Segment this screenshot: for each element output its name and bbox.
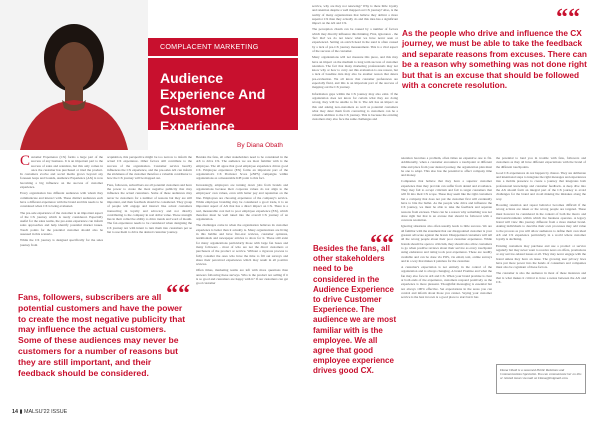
paragraph: While the CX journey is designed specifically for the sales journey from: [20, 238, 103, 247]
paragraph: Ignoring situations also often usually leads to little success. We are all familiar with the statement that our disappointed customer is your greatest advocate against the brand. Disappointed customers will tell all the wrong people about their poor customer experience. While brands should be open to criticism, they should also allow customers to go when positive reviews about their service as every touchpoint using endurance and rating tools post experience. These are readily available and can be done via POS, via email, text, online surveys and in a way that makes it painless for the customer.: [401, 224, 492, 263]
paragraph: Good CX experiences do not happen by chance. They are deliberate and intentional steps to integrate the right messages and experiences into a mobile presence to create a journey that integrates both professional knowledge and customer feedback. A deep dive into the AX should form an integral part of the CX journey to avoid challenges for the brand and avoid making the mistakes along the way.: [496, 170, 586, 201]
paragraph: Many organizations will not measure this piece, and this may have an impact on the medium to long term success of customer retention. The fact that many marketing professionals may not know why or how to carry out this evaluation is one reason, but a lack of baseline data may also be another reason that deters pre-evaluation. We all know that customer preferences are especially fluid, and this is an important part of the success of mapping out the CX journey.: [312, 55, 398, 90]
paragraph: The pre-sale experience of the customer is an important aspect of the CX journey which is rarely considered. Especially useful for the sales teams, the pre-sales experience can inform sales approaches and help identify potential market issues. Touch points for the potential customer should also be assessed in this scenario.: [20, 210, 103, 237]
column-1: [20, 155, 103, 283]
pull-quote-left: Fans, followers, subscribers are all potential customers and have the power to create the most negative publicity that may influence the actual customers. Some of these audiences may never be customers for a number of reasons but they are still important, and their feedback should be considered.: [18, 292, 186, 378]
section-label: COMPLACENT MARKETING: [160, 42, 259, 51]
paragraph: The customer is also the audience in most of these instances and that is what makes it critical to have a nexus between the AX and CX.: [496, 271, 586, 285]
paragraph: acquisition, this perspective might be too narrow to inform the actual CX experience. Other factors still contribute to the success of the organization. Customer service heavily influences the CX experience, and the pre-sales AX can inform the stickiness of the customer therefore a valuable contributor to how the CX journey will be mapped out.: [107, 155, 192, 181]
paragraph: Often times, marketing teams are left with more questions than answers following these surveys. Who is the product not selling if it is so good and customers are happy with it? If our customers can get good customer: [196, 268, 288, 286]
column-5: [401, 156, 492, 406]
portrait-illustration: [0, 0, 148, 150]
paragraph: The challenges come in when the organization believes its customer experience is better than it actually is. Many organizations are living in this bubble and have five-star reviews, customer opinions, testimonials and newspaper articles to show for it. These still exist for many organizations particularly those with large fan bases and many followers - most of who are not the direct customers or purchasers of the product or service. Without a rigorous process to fully consider the ones who have the time to fill out surveys and share their perceived experiences which may result in all positive reviews.: [196, 223, 288, 267]
column-3: [196, 155, 288, 405]
quote-mark-icon: ““: [166, 281, 190, 307]
author-bio-box: Diana Obath is a seasoned Public Relations and Communications Specialist. You can communicate her on this or related issues via mail on Diana@lmlgmail.com.: [496, 364, 586, 394]
drop-cap: C: [20, 155, 31, 169]
paragraph: Every organization has different audiences with whom they communicate and interact with. These distinct audiences each have a different experience with the brand and this needs to be considered when CX is being evaluated.: [20, 191, 103, 209]
author-portrait: [0, 0, 148, 150]
page-number: 14: [12, 409, 18, 415]
paragraph: Increasingly, employers are turning down jobs from brands and organizations because their corporate values do not align to the employees' own values, even with better pay and reputation on the line. Employees are choosing experience of the company's service. While employee branding may be considered a good trade, it is an important aspect of AX that has a direct impact on CX. There is a real, measurable cost tied to poor employee experience (EX), which therefore must be well tuned into the overall CX journey of an organization.: [196, 182, 288, 222]
paragraph: A customer's expectation is not entirely in the control of the organization and is always changing. A brand Promise and what the fan may also face in AX and CX. When your brand promise is clear at both ends of the experience, customers respond positively as the experience is more pleasant. Thoughtful messaging is essential but not always 100% effective. Set expectations in the areas you can control and inform about those you cannot. Saying your customer service is the best in town is a good place to start but it has: [401, 265, 492, 300]
paragraph: Boosting retention and repeat behavior becomes difficult if the wrong actions are taken or the wrong people are targeted. These must however be considered in the context of both the macro and microenvironments within which the business operates. A legacy brand will view this journey different from a more market brand. Asking individuals to describe their own processes may add value to the process as you will allow audiences to define their own ideal AX and CX experience particularly in a world where customer loyalty is declining.: [496, 202, 586, 242]
article-title: Audience Experience And Customer Experience: [160, 70, 266, 134]
paragraph: service, why are they not renewing? Why is there little loyalty and retention despite a well mapped out CX journey? Also, is the reality of many organizations that believe they deliver a more superior CX than they actually do and this idea has a significant impact on the AX and CX.: [312, 4, 398, 26]
paragraph: Besides the fans, all other stakeholders need to be considered in the AX to drive CX. The audience we are most familiar with is the employee. The all agree that good employee experience drives good CX. Employee experience (EX) forms an important part of the organization's CX Promoter Score (eNPS) campaigns within organizations as a measurable KPI point to this fact.: [196, 155, 288, 181]
paragraph: ustomer Experience (CX) forms a large part of the success of any business. It is an important part to the success of sales and retention, but this only comes in once the customer has purchased or tried the product. In customers evolve and social media grows beyond any foreseen leaps and bounds, Audience Experience (AX) is now becoming a big influence on the success of customer experience.: [20, 155, 103, 190]
column-6: [496, 156, 586, 361]
paragraph: retention becomes a problem, often times an expensive one to fix. Additionally, when a customer encounters a touchpoint at different time and place from your desired journey, the organization plan must be one to adapt. This also has the potential to affect company time and money.: [401, 156, 492, 178]
footer-separator: ▮: [19, 409, 23, 415]
quote-mark-icon: ““: [556, 5, 580, 31]
paragraph: Companies that believe that they have a superior customer experience than they provide can suffer from denial and avoidance. They may fail to accept criticism and fail to target customers that will fit into their CX scope. These may seem like the right customers but a company that does not put the customer first will eventually have to bite the bullet. As the people who drive and influence the CX journey, we must be able to take the feedback and separate reasons from excuses. There can be a reason why something was not done right but that is an excuse that should be followed with a concrete resolution.: [401, 179, 492, 223]
paragraph: Information gaps within the CX journey may also exist. If the organization does not know for certain what they are doing wrong, they will be unable to fix it. The AX has an impact on this and asking non-customers as well as potential customers what may deter them from converting to customers can be a valuable addition to the CX journey. This is because the existing customers may also face the same challenges and: [312, 91, 398, 122]
page-gutter: [298, 0, 302, 424]
byline: By Diana Obath: [237, 142, 283, 149]
magazine-issue: MALSU'22 ISSUE: [23, 409, 68, 415]
column-2: [107, 155, 192, 283]
quote-mark-icon: ““: [370, 231, 394, 257]
paragraph: Existing customers may purchase and use a product or service regularly but may never want to receive news on offers, promotions or any service-related issues at all. They may never engage with the brand unless they have an issue. The growing user privacy laws have put more power into the hands of consumers and companies must also be cognizant of these factors.: [496, 243, 586, 270]
page-footer: [12, 409, 67, 415]
pull-quote-right: As the people who drive and influence the CX journey, we must be able to take the feedback and separate reasons from excuses. There can be a reason why something was not done right but that is an excuse that should be followed with a concrete resolution.: [402, 28, 587, 91]
paragraph: Fans, followers, subscribers are all potential customers and have the power to create the most negative publicity that may influence the actual customers. Some of these audiences may never be customers for a number of reasons but they are still important, and their feedback should be considered. They group of people will engage and interact like actual customers transacting in loyalty and advocacy and not directly contributing to the company in real dollar value. These strength lies in their collective ability to drive trends and word of mouth. The fan experience needs to be considered when designing the CX journey not with intent to turn them into customers per se but to use them to drive the desired customer journey.: [107, 182, 192, 235]
pull-quote-middle: Besides the fans, all other stakeholders need to be considered in the Audience Experience to drive Customer Experience. The audience we are most familiar with is the employee. We all agree that good employee experience drives good CX.: [313, 244, 397, 376]
paragraph: The perception chasm can be caused by a number of factors which may directly influence this thinking. First, ignorance - the 'fact that' we do not know what we have never seen or experienced. Setting an ostrich head in the sand is often caused by a lack of pre-CX journey measurement. This is a vital aspect of the success of the customer.: [312, 27, 398, 53]
paragraph: the potential to land you in trouble with fans, followers and customers as they all have different expectations with the brand of the different touchpoints.: [496, 156, 586, 169]
column-4: [312, 4, 398, 240]
